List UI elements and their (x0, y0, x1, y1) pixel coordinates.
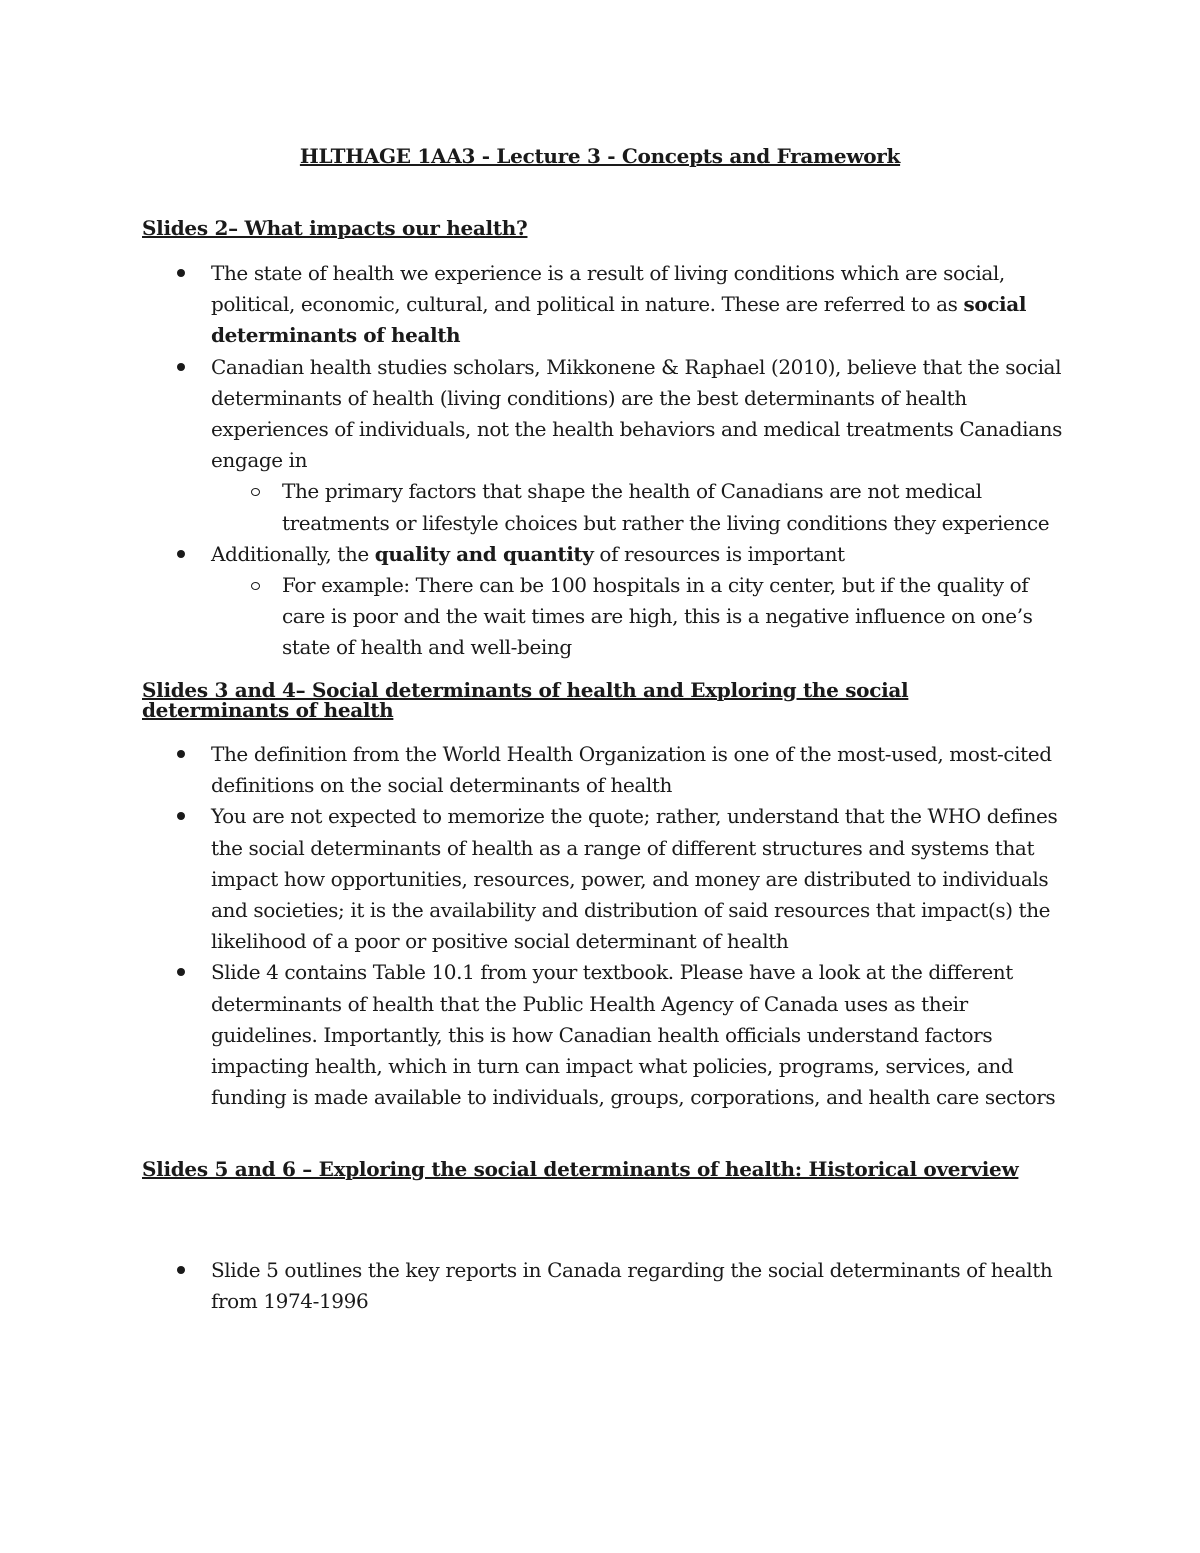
list-item-text: Additionally, the (211, 541, 375, 566)
list-item-bold-text: quality and quantity (374, 541, 594, 566)
list-item (142, 352, 1072, 539)
list-item-text: Canadian health studies scholars, Mikkonene & Raphael (2010), believe that the social determinants of health (living conditions) are the best determinants of health experiences of individuals, not the health behaviors and medical treatments Canadians engage in (211, 354, 1063, 473)
list-item (142, 739, 1072, 801)
list-item (142, 258, 1072, 352)
list-item (142, 539, 1072, 664)
list-item (142, 1255, 1072, 1317)
list-item-text: You are not expected to memorize the quote; rather, understand that the WHO defines the social determinants of health as a range of different structures and systems that impact how opportunities, resources, power, and money are distributed to individuals and societies; it is the availability and distribution of said resources that impact(s) the likelihood of a poor or positive social determinant of health (211, 804, 1058, 954)
sub-list-item-text: The primary factors that shape the health of Canadians are not medical treatments or lifestyle choices but rather the living conditions they experience (282, 479, 1050, 535)
list-item-text: of resources is important (593, 541, 845, 566)
section-heading-slides-5-6: Slides 5 and 6 – Exploring the social determinants of health: Historical overview (142, 1157, 1019, 1181)
section-3-bullet-list (142, 1255, 1072, 1317)
document-title: HLTHAGE 1AA3 - Lecture 3 - Concepts and Framework (299, 144, 901, 168)
section-heading-slides-2: Slides 2– What impacts our health? (142, 216, 528, 240)
sub-list-item-text: For example: There can be 100 hospitals in a city center, but if the quality of care is poor and the wait times are high, this is a negative influence on one’s state of health and well-being (282, 573, 1033, 660)
list-item-text: The state of health we experience is a result of living conditions which are social, political, economic, cultural, and political in nature. These are referred to as (211, 261, 1005, 317)
list-item-text: Slide 5 outlines the key reports in Canada regarding the social determinants of health from 1974-1996 (211, 1258, 1053, 1314)
list-item (142, 801, 1072, 957)
sub-list (211, 476, 1072, 538)
list-item-text: The definition from the World Health Organization is one of the most-used, most-cited definitions on the social determinants of health (211, 742, 1052, 798)
list-item (142, 957, 1072, 1113)
section-2-bullet-list (142, 739, 1072, 1113)
section-heading-slides-3-4: Slides 3 and 4– Social determinants of health and Exploring the social determinants of health (142, 678, 909, 722)
list-item-bold-text: social determinants of health (211, 292, 1027, 348)
sub-list-item (211, 476, 1072, 538)
list-item-text: Slide 4 contains Table 10.1 from your textbook. Please have a look at the different determinants of health that the Public Health Agency of Canada uses as their guidelines. Importantly, this is how Canadian health officials understand factors impacting health, which in turn can impact what policies, programs, services, and funding is made available to individuals, groups, corporations, and health care sectors (211, 960, 1056, 1110)
section-1-bullet-list (142, 258, 1072, 664)
sub-list (211, 570, 1072, 664)
sub-list-item (211, 570, 1072, 664)
